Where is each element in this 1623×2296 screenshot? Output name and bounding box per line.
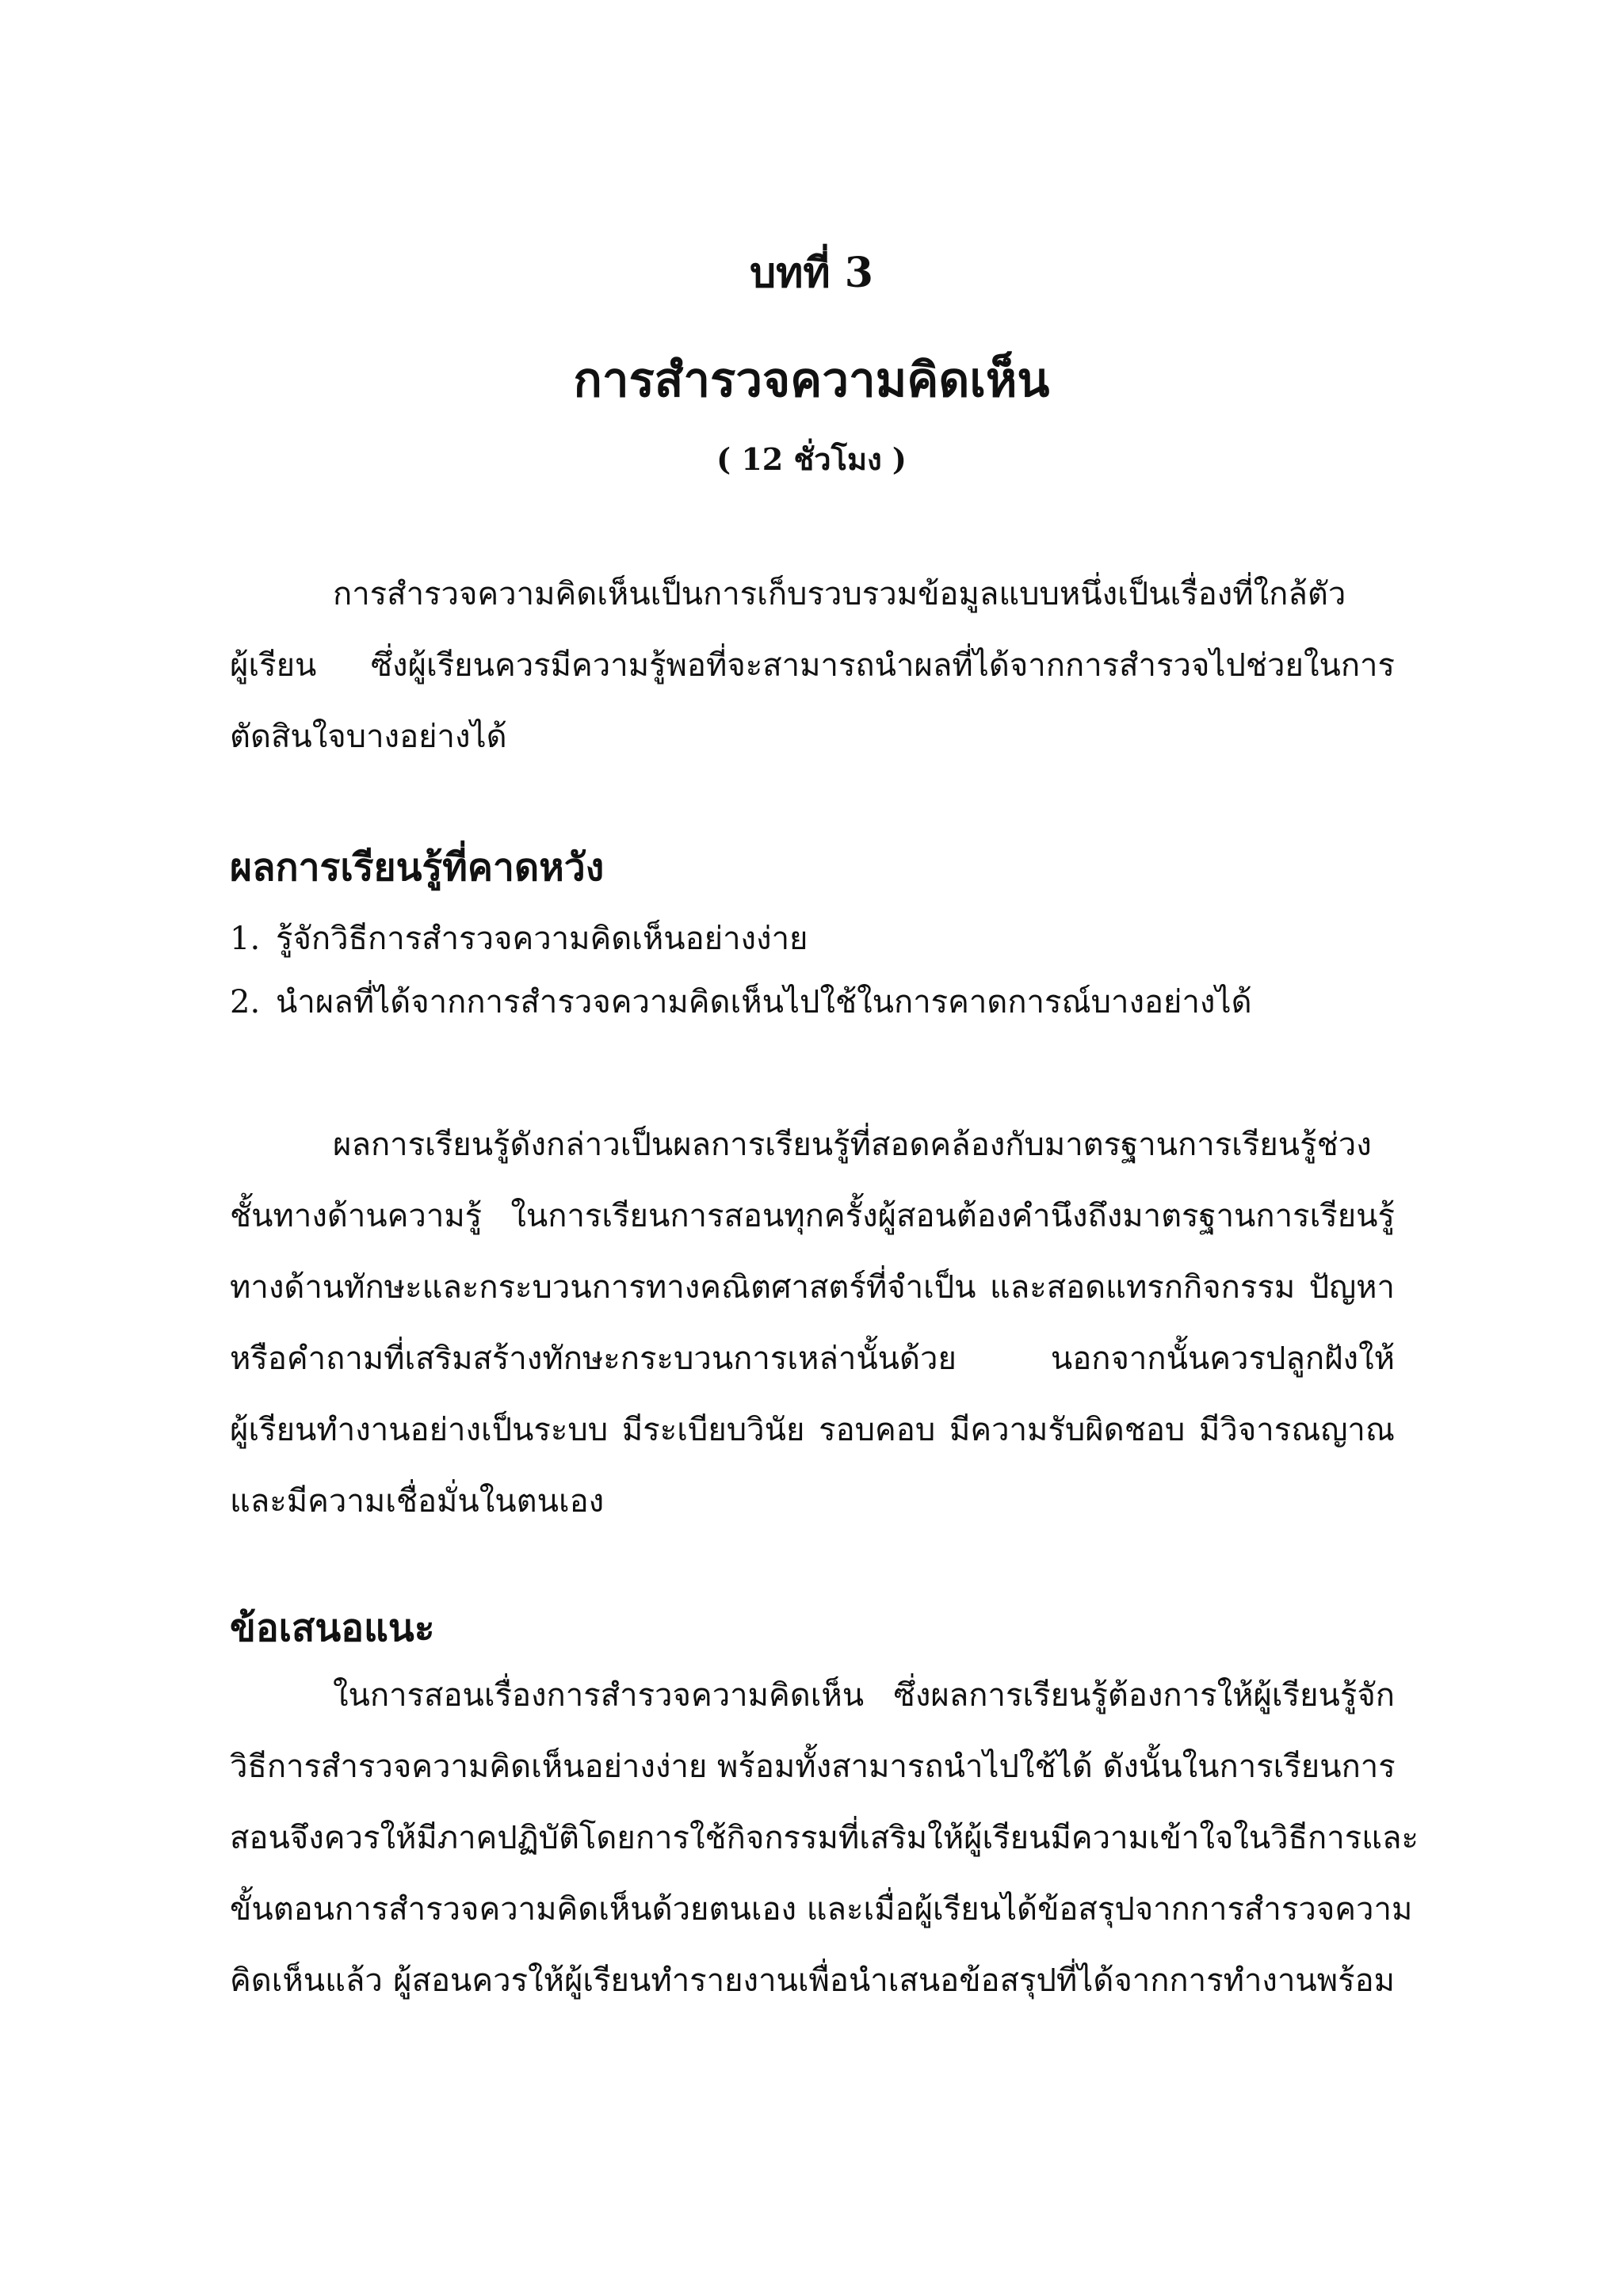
- paragraph-line: หรือคำถามที่เสริมสร้างทักษะกระบวนการเหล่านั้นด้วย นอกจากนั้นควรปลูกฝังให้: [230, 1341, 1395, 1377]
- chapter-number: บทที่ 3: [750, 249, 873, 297]
- chapter-title: การสำรวจความคิดเห็น: [573, 353, 1050, 408]
- intro-paragraph: [230, 559, 1395, 772]
- list-item-number: 2.: [230, 984, 261, 1020]
- list-item-number: 1.: [230, 921, 261, 957]
- outcomes-heading: ผลการเรียนรู้ที่คาดหวัง: [230, 845, 605, 890]
- paragraph-line: คิดเห็นแล้ว ผู้สอนควรให้ผู้เรียนทำรายงานเพื่อนำเสนอข้อสรุปที่ได้จากการทำงานพร้อม: [230, 1962, 1395, 1999]
- paragraph-line: สอนจึงควรให้มีภาคปฏิบัติโดยการใช้กิจกรรมที่เสริมให้ผู้เรียนมีความเข้าใจในวิธีการและ: [230, 1820, 1419, 1856]
- paragraph-line: ผู้เรียน ซึ่งผู้เรียนควรมีความรู้พอที่จะสามารถนำผลที่ได้จากการสำรวจไปช่วยในการ: [230, 647, 1395, 684]
- paragraph-line: และมีความเชื่อมั่นในตนเอง: [230, 1483, 605, 1520]
- standards-paragraph: [230, 1109, 1395, 1537]
- suggestions-paragraph: [230, 1660, 1419, 2016]
- outcomes-list: [230, 907, 1395, 1034]
- list-item: [230, 971, 1395, 1034]
- list-item: [230, 907, 1395, 971]
- paragraph-line: ทางด้านทักษะและกระบวนการทางคณิตศาสตร์ที่จำเป็น และสอดแทรกกิจกรรม ปัญหา: [230, 1269, 1395, 1306]
- paragraph-line: วิธีการสำรวจความคิดเห็นอย่างง่าย พร้อมทั้งสามารถนำไปใช้ได้ ดังนั้นในการเรียนการ: [230, 1749, 1396, 1785]
- paragraph-line: ผู้เรียนทำงานอย่างเป็นระบบ มีระเบียบวินัย รอบคอบ มีความรับผิดชอบ มีวิจารณญาณ: [230, 1412, 1395, 1448]
- suggestions-heading: ข้อเสนอแนะ: [230, 1606, 435, 1650]
- paragraph-line: ในการสอนเรื่องการสำรวจความคิดเห็น ซึ่งผลการเรียนรู้ต้องการให้ผู้เรียนรู้จัก: [333, 1677, 1395, 1714]
- paragraph-line: การสำรวจความคิดเห็นเป็นการเก็บรวบรวมข้อมูลแบบหนึ่งเป็นเรื่องที่ใกล้ตัว: [333, 576, 1346, 612]
- list-item-text: นำผลที่ได้จากการสำรวจความคิดเห็นไปใช้ในการคาดการณ์บางอย่างได้: [276, 984, 1252, 1020]
- paragraph-line: ผลการเรียนรู้ดังกล่าวเป็นผลการเรียนรู้ที่สอดคล้องกับมาตรฐานการเรียนรู้ช่วง: [333, 1127, 1372, 1163]
- paragraph-line: ชั้นทางด้านความรู้ ในการเรียนการสอนทุกครั้งผู้สอนต้องคำนึงถึงมาตรฐานการเรียนรู้: [230, 1198, 1395, 1234]
- paragraph-line: ตัดสินใจบางอย่างได้: [230, 719, 507, 755]
- list-item-text: รู้จักวิธีการสำรวจความคิดเห็นอย่างง่าย: [276, 921, 808, 957]
- paragraph-line: ขั้นตอนการสำรวจความคิดเห็นด้วยตนเอง และเมื่อผู้เรียนได้ข้อสรุปจากการสำรวจความ: [230, 1891, 1413, 1928]
- chapter-hours: ( 12 ชั่วโมง ): [716, 441, 907, 477]
